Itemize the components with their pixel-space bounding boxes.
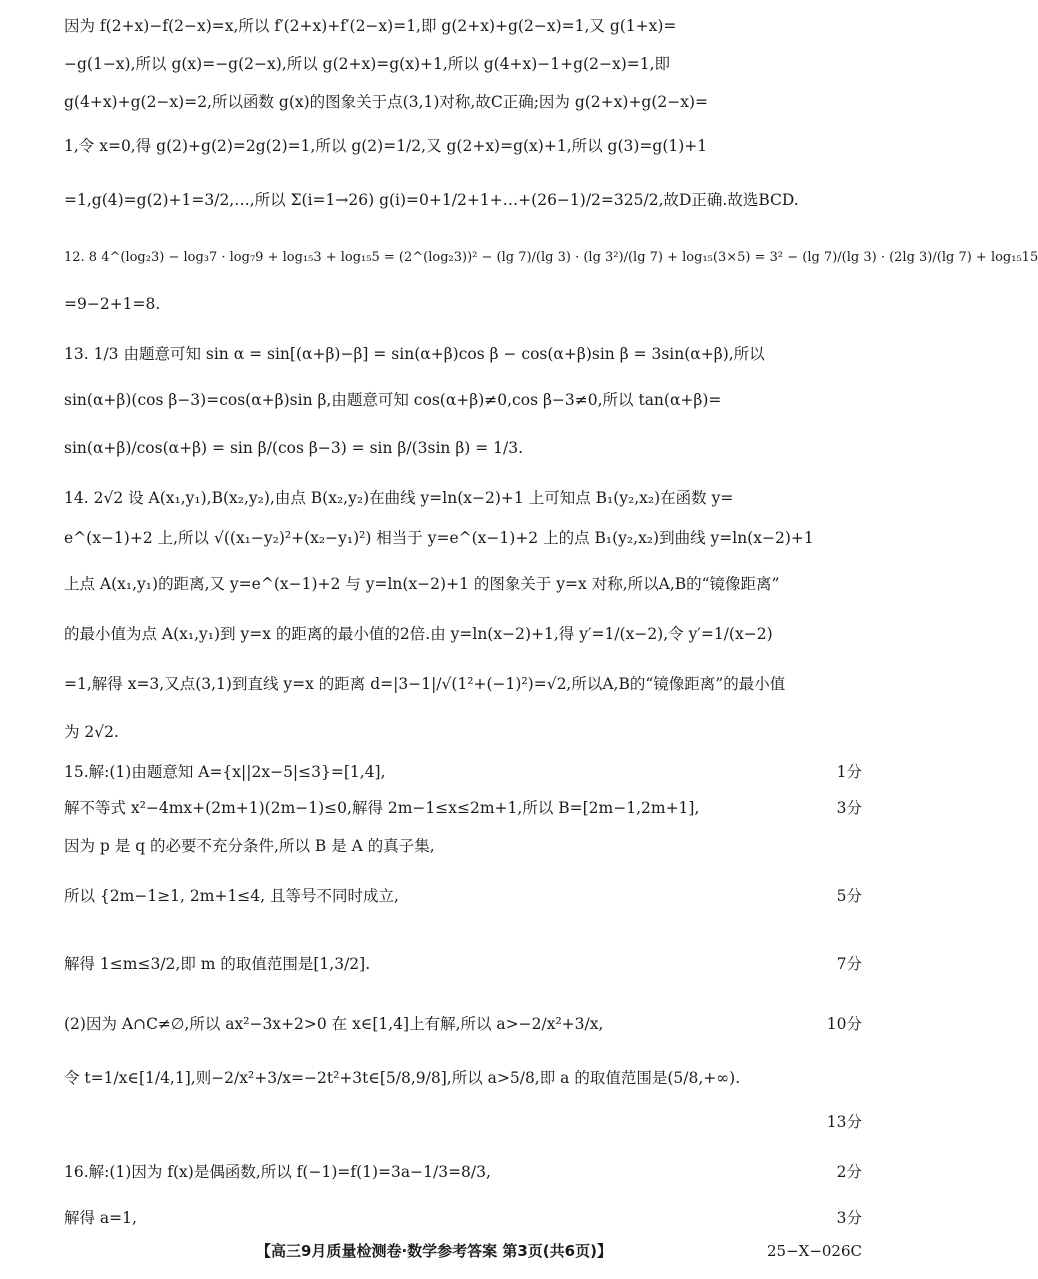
text-line: 解得 1≤m≤3/2,即 m 的取值范围是[1,3/2]. bbox=[64, 955, 371, 973]
q12-line: 12. 8 4^(log₂3) − log₃7 · log₇9 + log₁₅3 + log₁₅5 = (2^(log₂3))² − (lg 7)/(lg 3) · (lg 3²)/(lg 7) + log₁₅(3×5) = 3² − (lg 7)/(lg 3) · (2lg 3)/(lg 7) + log₁₅15 bbox=[64, 250, 1038, 265]
text-line: 因为 p 是 q 的必要不充分条件,所以 B 是 A 的真子集, bbox=[64, 837, 435, 855]
text-line: 解得 a=1, bbox=[64, 1209, 137, 1227]
text-line: =9−2+1=8. bbox=[64, 295, 161, 313]
q13-line: 13. 1/3 由题意可知 sin α = sin[(α+β)−β] = sin(α+β)cos β − cos(α+β)sin β = 3sin(α+β),所以 bbox=[64, 345, 765, 363]
text-line: sin(α+β)(cos β−3)=cos(α+β)sin β,由题意可知 cos(α+β)≠0,cos β−3≠0,所以 tan(α+β)= bbox=[64, 391, 722, 409]
text-line: 因为 f(2+x)−f(2−x)=x,所以 f′(2+x)+f′(2−x)=1,即 g(2+x)+g(2−x)=1,又 g(1+x)= bbox=[64, 17, 677, 35]
text-line: −g(1−x),所以 g(x)=−g(2−x),所以 g(2+x)=g(x)+1,所以 g(4+x)−1+g(2−x)=1,即 bbox=[64, 55, 671, 73]
text-line: =1,g(4)=g(2)+1=3/2,…,所以 Σ(i=1→26) g(i)=0+1/2+1+…+(26−1)/2=325/2,故D正确.故选BCD. bbox=[64, 191, 799, 209]
text-line: 1,令 x=0,得 g(2)+g(2)=2g(2)=1,所以 g(2)=1/2,又 g(2+x)=g(x)+1,所以 g(3)=g(1)+1 bbox=[64, 137, 708, 155]
score-label: 1分 bbox=[836, 763, 862, 781]
score-label: 13分 bbox=[826, 1113, 862, 1131]
text-line: sin(α+β)/cos(α+β) = sin β/(cos β−3) = sin β/(3sin β) = 1/3. bbox=[64, 439, 524, 457]
footer-title: 【高三9月质量检测卷·数学参考答案 第3页(共6页)】 bbox=[256, 1242, 612, 1260]
text-line: e^(x−1)+2 上,所以 √((x₁−y₂)²+(x₂−y₁)²) 相当于 y=e^(x−1)+2 上的点 B₁(y₂,x₂)到曲线 y=ln(x−2)+1 bbox=[64, 529, 814, 547]
text-line: 的最小值为点 A(x₁,y₁)到 y=x 的距离的最小值的2倍.由 y=ln(x−2)+1,得 y′=1/(x−2),令 y′=1/(x−2) bbox=[64, 625, 773, 643]
q14-line: 14. 2√2 设 A(x₁,y₁),B(x₂,y₂),由点 B(x₂,y₂)在曲线 y=ln(x−2)+1 上可知点 B₁(y₂,x₂)在函数 y= bbox=[64, 489, 734, 507]
q16-line: 16.解:(1)因为 f(x)是偶函数,所以 f(−1)=f(1)=3a−1/3=8/3, bbox=[64, 1163, 491, 1181]
text-line: 为 2√2. bbox=[64, 723, 119, 741]
text-line: 解不等式 x²−4mx+(2m+1)(2m−1)≤0,解得 2m−1≤x≤2m+1,所以 B=[2m−1,2m+1], bbox=[64, 799, 700, 817]
score-label: 7分 bbox=[836, 955, 862, 973]
score-label: 2分 bbox=[836, 1163, 862, 1181]
score-label: 3分 bbox=[836, 799, 862, 817]
score-label: 10分 bbox=[826, 1015, 862, 1033]
text-line: 所以 {2m−1≥1, 2m+1≤4, 且等号不同时成立, bbox=[64, 887, 399, 905]
text-line: 令 t=1/x∈[1/4,1],则−2/x²+3/x=−2t²+3t∈[5/8,9/8],所以 a>5/8,即 a 的取值范围是(5/8,+∞). bbox=[64, 1069, 741, 1087]
score-label: 3分 bbox=[836, 1209, 862, 1227]
footer-code: 25−X−026C bbox=[766, 1242, 862, 1260]
score-label: 5分 bbox=[836, 887, 862, 905]
text-line: 上点 A(x₁,y₁)的距离,又 y=e^(x−1)+2 与 y=ln(x−2)+1 的图象关于 y=x 对称,所以A,B的“镜像距离” bbox=[64, 575, 780, 593]
text-line: (2)因为 A∩C≠∅,所以 ax²−3x+2>0 在 x∈[1,4]上有解,所以 a>−2/x²+3/x, bbox=[64, 1015, 604, 1033]
text-line: =1,解得 x=3,又点(3,1)到直线 y=x 的距离 d=|3−1|/√(1²+(−1)²)=√2,所以A,B的“镜像距离”的最小值 bbox=[64, 675, 786, 693]
text-line: g(4+x)+g(2−x)=2,所以函数 g(x)的图象关于点(3,1)对称,故C正确;因为 g(2+x)+g(2−x)= bbox=[64, 93, 709, 111]
q15-line: 15.解:(1)由题意知 A={x||2x−5|≤3}=[1,4], bbox=[64, 763, 386, 781]
